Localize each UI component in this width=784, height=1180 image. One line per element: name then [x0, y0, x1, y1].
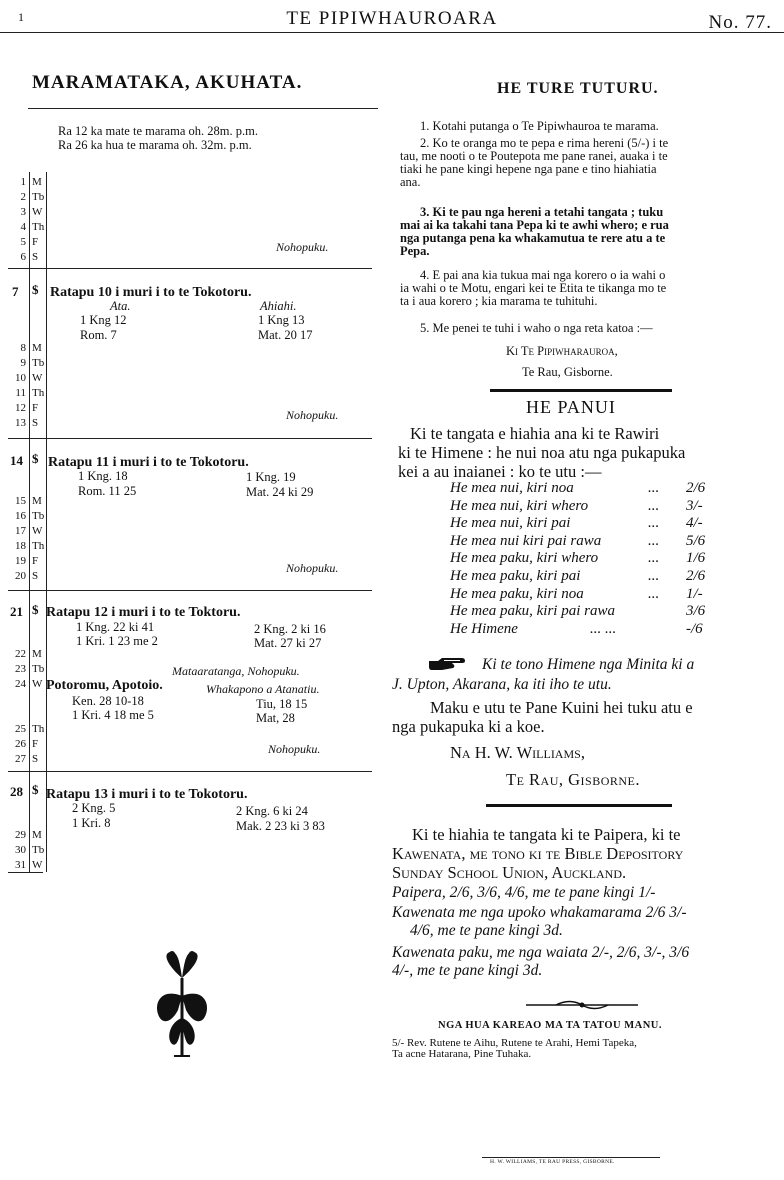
divider	[8, 771, 372, 772]
hymn-note-line: Ki te tono Himene nga Minita ki a	[482, 656, 695, 673]
day-number: 23	[15, 663, 26, 675]
price-line: 4/-, me te pane kingi 3d.	[392, 961, 543, 979]
price-line: 4/6, me te pane kingi 3d.	[410, 921, 563, 939]
list-item	[450, 515, 730, 533]
saint-day-note: Whakapono a Atanatiu.	[206, 682, 320, 696]
sunday-title: Ratapu 11 i muri i to te Tokotoru.	[48, 455, 249, 470]
price-list	[450, 480, 730, 638]
day-letter: W	[32, 678, 43, 690]
stamp-note-line: nga pukapuka ki a koe.	[392, 717, 545, 736]
rule-line: 3. Ki te pau nga hereni a tetahi tangata ; tuku	[420, 205, 664, 219]
day-number: 9	[20, 357, 26, 369]
rule-line: Pepa.	[400, 244, 430, 258]
issue-number: No. 77.	[708, 12, 772, 33]
day-number: 4	[20, 221, 26, 233]
sunday-number: 28	[10, 784, 23, 799]
day-letter: M	[32, 829, 42, 841]
rule-3	[400, 206, 776, 258]
price-item: He mea nui, kiri pai	[450, 515, 571, 532]
page-marker: 1	[18, 10, 24, 24]
price-item: He mea paku, kiri whero	[450, 550, 599, 567]
notice-intro	[398, 424, 778, 481]
week-1-days	[0, 175, 60, 265]
reading: 1 Kri. 4 18 me 5	[72, 708, 154, 722]
day-number: 8	[20, 342, 26, 354]
intro-line: kei a au inaianei : ko te utu :—	[398, 462, 602, 481]
day-number: 30	[15, 844, 26, 856]
price-item: He mea paku, kiri pai	[450, 567, 581, 584]
day-letter: M	[32, 176, 42, 188]
day-number: 22	[15, 648, 26, 660]
price-line: Kawenata paku, me nga waiata 2/-, 2/6, 3/-, 3/6	[392, 944, 690, 961]
day-number: 1	[20, 176, 26, 188]
day-letter: S	[32, 570, 39, 582]
page-header	[0, 6, 784, 33]
day-letter: Th	[32, 221, 45, 233]
day-letter: W	[32, 525, 43, 537]
price-item: He mea nui, kiri noa	[450, 480, 574, 496]
leader-dots: ...	[648, 532, 660, 549]
intro-line: Ki te tangata e hiahia ana ki te Rawiri	[410, 424, 660, 443]
pointing-hand-icon	[428, 656, 466, 672]
sunday-title: Ratapu 13 i muri i to te Tokotoru.	[46, 787, 248, 802]
signature-name: Na H. W. Williams,	[450, 743, 585, 762]
contribution-line: Ta acne Hatarana, Pine Tuhaka.	[392, 1048, 532, 1060]
day-letter: F	[32, 738, 39, 750]
address-line: Te Rau, Gisborne.	[522, 365, 613, 379]
week-2-days	[0, 341, 60, 431]
divider	[28, 108, 378, 109]
list-item	[450, 498, 730, 516]
divider	[490, 389, 672, 392]
week-4-days	[0, 647, 60, 767]
rule-1: 1. Kotahi putanga o Te Pipiwhauroa te marama.	[420, 119, 659, 133]
bible-price: Paipera, 2/6, 3/6, 4/6, me te pane kingi 1/-	[392, 884, 656, 901]
reading: 1 Kng 12	[80, 313, 127, 327]
reading: Mak. 2 23 ki 3 83	[236, 819, 325, 833]
day-letter: Th	[32, 723, 45, 735]
day-letter: W	[32, 206, 43, 218]
week-5-days	[0, 828, 60, 874]
morning-label: Ata.	[110, 299, 131, 313]
day-number: 26	[15, 738, 26, 750]
rule-line: tau, me nooti o te Poutepota me pane ranei, auaka i te	[400, 149, 668, 163]
divider	[482, 1157, 660, 1158]
reading: 1 Kri. 1 23 me 2	[76, 634, 158, 648]
stamp-note-line: Maku e utu te Pane Kuini hei tuku atu e	[430, 698, 693, 717]
day-number: 29	[15, 829, 26, 841]
day-number: 5	[20, 236, 26, 248]
sunday-number: 14	[10, 453, 23, 468]
day-number: 10	[15, 372, 26, 384]
price: 5/6	[686, 532, 706, 549]
saint-day-title: Potoromu, Apotoio.	[46, 678, 163, 693]
ornamental-rule-icon	[526, 998, 638, 1012]
reading: 1 Kng. 22 ki 41	[76, 620, 155, 634]
reading: Ken. 28 10-18	[72, 694, 144, 708]
day-letter: W	[32, 372, 43, 384]
day-number: 6	[20, 251, 26, 263]
day-23-note: Mataaratanga, Nohopuku.	[172, 664, 300, 678]
day-letter: Tb	[32, 357, 45, 369]
intro-line: ki te Himene : he nui noa atu nga pukapuka	[398, 443, 686, 462]
sunday-number: 7	[12, 284, 19, 299]
price-item: He mea paku, kiri pai rawa	[450, 603, 615, 620]
list-item	[450, 480, 730, 498]
list-item	[450, 550, 730, 568]
leader-dots: ...	[648, 567, 660, 584]
divider	[8, 268, 372, 269]
evening-label: Ahiahi.	[260, 299, 297, 313]
list-item	[450, 568, 730, 586]
day-number: 15	[15, 495, 26, 507]
fast-note: Nohopuku.	[286, 408, 339, 422]
sunday-symbol: $	[32, 782, 39, 797]
rule-line: ana.	[400, 175, 421, 189]
reading: 1 Kng. 19	[246, 470, 296, 484]
reading: Rom. 7	[80, 328, 117, 342]
price: 1/6	[686, 550, 706, 567]
leader-dots: ...	[648, 497, 660, 514]
contributions-list	[392, 1038, 777, 1060]
day-number: 3	[20, 206, 26, 218]
day-letter: F	[32, 236, 39, 248]
day-letter: W	[32, 859, 43, 871]
day-letter: S	[32, 251, 39, 263]
day-letter: Th	[32, 387, 45, 399]
sunday-number: 21	[10, 604, 23, 619]
price-line: Kawenata me nga upoko whakamarama 2/6 3/-	[392, 904, 687, 921]
rule-5: 5. Me penei te tuhi i waho o nga reta katoa :—	[420, 321, 653, 335]
list-item	[450, 603, 730, 621]
day-number: 31	[15, 859, 26, 871]
bible-line: Kawenata, me tono ki te Bible Depository	[392, 844, 684, 863]
reading: Rom. 11 25	[78, 484, 137, 498]
day-number: 17	[15, 525, 26, 537]
fast-note: Nohopuku.	[276, 240, 329, 254]
reading: 2 Kng. 2 ki 16	[254, 622, 326, 636]
moon-phase-2: Ra 26 ka hua te marama oh. 32m. p.m.	[58, 138, 252, 152]
bible-notice	[392, 825, 777, 882]
day-letter: F	[32, 555, 39, 567]
list-item	[450, 533, 730, 551]
day-letter: Th	[32, 540, 45, 552]
floral-ornament-icon	[148, 948, 216, 1060]
leader-dots: ...	[648, 515, 660, 532]
printer-imprint: H. W. WILLIAMS, TE RAU PRESS, GISBORNE.	[490, 1159, 615, 1165]
divider	[8, 438, 372, 439]
day-number: 18	[15, 540, 26, 552]
notice-title: HE PANUI	[526, 397, 616, 417]
hymn-note-line: J. Upton, Akarana, ka iti iho te utu.	[392, 676, 612, 693]
week-3-days	[0, 494, 60, 584]
day-number: 12	[15, 402, 26, 414]
day-number: 16	[15, 510, 26, 522]
day-number: 20	[15, 570, 26, 582]
day-number: 2	[20, 191, 26, 203]
divider	[8, 590, 372, 591]
day-number: 24	[15, 678, 26, 690]
leader-dots: ...	[648, 585, 660, 602]
reading: 1 Kri. 8	[72, 816, 111, 830]
reading: Mat, 28	[256, 711, 295, 725]
day-number: 19	[15, 555, 26, 567]
calendar-title: MARAMATAKA, AKUHATA.	[32, 72, 303, 93]
sunday-title: Ratapu 12 i muri i to te Toktoru.	[46, 605, 241, 620]
contributions-title: NGA HUA KAREAO MA TA TATOU MANU.	[438, 1020, 662, 1031]
price: -/6	[686, 620, 703, 637]
price: 2/6	[686, 480, 706, 496]
rules-title: HE TURE TUTURU.	[497, 80, 659, 97]
bible-line: Sunday School Union, Auckland.	[392, 863, 627, 882]
day-letter: M	[32, 648, 42, 660]
leader-dots: ...	[648, 550, 660, 567]
list-item	[450, 621, 730, 639]
rule-line: tiaki he pane kingi hepene nga pane e tino hiahiatia	[400, 162, 657, 176]
fast-note: Nohopuku.	[286, 561, 339, 575]
day-letter: Tb	[32, 510, 45, 522]
price: 1/-	[686, 585, 703, 602]
testament-price	[392, 904, 777, 939]
reading: 2 Kng. 6 ki 24	[236, 804, 308, 818]
leader-dots: ...	[648, 480, 660, 496]
day-number: 25	[15, 723, 26, 735]
signature-place: Te Rau, Gisborne.	[506, 770, 641, 789]
reading: Mat. 24 ki 29	[246, 485, 314, 499]
bible-line: Ki te hiahia te tangata ki te Paipera, ki te	[412, 825, 681, 844]
rule-line: nga putanga pena ka whakamutua te rere atu a te	[400, 231, 666, 245]
day-number: 13	[15, 417, 26, 429]
price: 3/6	[686, 603, 706, 620]
stamp-note	[392, 698, 777, 736]
sunday-title: Ratapu 10 i muri i to te Tokotoru.	[50, 285, 252, 300]
day-letter: Tb	[32, 844, 45, 856]
sunday-symbol: $	[32, 602, 39, 617]
price-item: He Himene	[450, 620, 518, 637]
price-item: He mea paku, kiri noa	[450, 585, 584, 602]
day-letter: Tb	[32, 663, 45, 675]
rule-line: ia wahi o te Motu, engari kei te Etita te tikanga mo te	[400, 281, 667, 295]
reading: 1 Kng 13	[258, 313, 305, 327]
day-letter: Tb	[32, 191, 45, 203]
reading: Tiu, 18 15	[256, 697, 308, 711]
day-letter: F	[32, 402, 39, 414]
rule-line: 2. Ko te oranga mo te pepa e rima hereni (5/-) i te	[420, 136, 669, 150]
leader-dots: ... ...	[590, 620, 617, 637]
rule-line: ta i aua korero ; kia marama te tuhituhi.	[400, 294, 598, 308]
day-letter: S	[32, 417, 39, 429]
list-item	[450, 586, 730, 604]
day-number: 27	[15, 753, 26, 765]
contribution-line: 5/- Rev. Rutene te Aihu, Rutene te Arahi, Hemi Tapeka,	[392, 1037, 637, 1049]
masthead-title: TE PIPIWHAUROARA	[286, 8, 498, 29]
small-testament-price	[392, 944, 777, 979]
rule-line: 4. E pai ana kia tukua mai nga korero o ia wahi o	[420, 268, 666, 282]
price: 4/-	[686, 515, 703, 532]
price-item: He mea nui, kiri whero	[450, 497, 589, 514]
reading: 1 Kng. 18	[78, 469, 128, 483]
sunday-symbol: $	[32, 282, 39, 297]
divider	[486, 804, 672, 807]
day-letter: M	[32, 495, 42, 507]
day-number: 11	[15, 387, 26, 399]
rule-line: mai ai ka takahi tana Pepa ki te awhi whero; e rua	[400, 218, 669, 232]
moon-phase-1: Ra 12 ka mate te marama oh. 28m. p.m.	[58, 124, 258, 138]
fast-note: Nohopuku.	[268, 742, 321, 756]
price: 2/6	[686, 567, 706, 584]
reading: Mat. 27 ki 27	[254, 636, 322, 650]
reading: 2 Kng. 5	[72, 801, 116, 815]
reading: Mat. 20 17	[258, 328, 313, 342]
price: 3/-	[686, 497, 703, 514]
address-line: Ki Te Pipiwharauroa,	[506, 344, 618, 358]
sunday-symbol: $	[32, 451, 39, 466]
rule-4	[400, 269, 776, 308]
day-letter: M	[32, 342, 42, 354]
rule-2	[400, 137, 776, 189]
price-item: He mea nui kiri pai rawa	[450, 532, 602, 549]
day-letter: S	[32, 753, 39, 765]
